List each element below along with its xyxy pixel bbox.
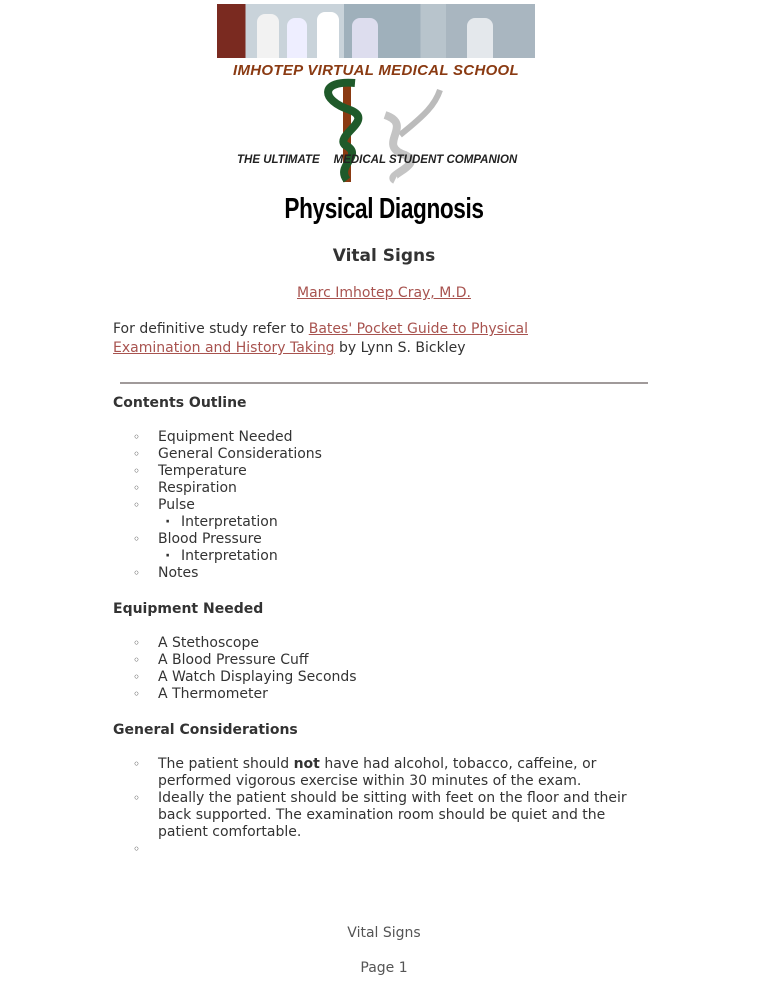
- divider: [120, 382, 648, 384]
- school-logo-text: IMHOTEP VIRTUAL MEDICAL SCHOOL: [233, 62, 519, 79]
- subtitle: Vital Signs: [332, 246, 436, 266]
- list-item: ◦ The patient should not have had alcohol, tobacco, caffeine, or performed vigorous exercise within 30 minutes of the exam.: [113, 756, 658, 790]
- equipment-list: [113, 635, 673, 703]
- list-subitem: · Interpretation: [113, 548, 673, 565]
- author-link[interactable]: Marc Imhotep Cray, M.D.: [297, 285, 471, 301]
- list-item: ◦ General Considerations: [113, 446, 673, 463]
- footer-title: Vital Signs: [347, 925, 421, 941]
- reference-paragraph: For definitive study refer to Bates' Pocket Guide to Physical Examination and History Taking by Lynn S. Bickley: [113, 321, 528, 356]
- page-number: Page 1: [360, 960, 408, 976]
- contents-section: [113, 394, 673, 858]
- contents-list: [113, 429, 673, 582]
- general-list: [113, 756, 658, 858]
- general-heading: General Considerations: [113, 722, 298, 738]
- list-item: ◦ A Blood Pressure Cuff: [113, 652, 673, 669]
- tagline: THE ULTIMATE MEDICAL STUDENT COMPANION: [237, 154, 518, 166]
- list-item: ◦ Equipment Needed: [113, 429, 673, 446]
- list-item: ◦ Ideally the patient should be sitting with feet on the floor and their back supported. The examination room should be quiet and the patient comfortable.: [113, 790, 658, 841]
- list-subitem: · Interpretation: [113, 514, 673, 531]
- list-item: ◦ Notes: [113, 565, 673, 582]
- bates-guide-link[interactable]: Bates' Pocket Guide to Physical Examination and History Taking: [113, 321, 528, 356]
- caduceus-logo-icon: [315, 75, 445, 185]
- list-item: ◦ A Watch Displaying Seconds: [113, 669, 673, 686]
- list-item: ◦ A Thermometer: [113, 686, 673, 703]
- header-banner-image: [217, 4, 535, 58]
- list-item: ◦ A Stethoscope: [113, 635, 673, 652]
- list-item: ◦ Pulse: [113, 497, 673, 514]
- list-item: ◦ Temperature: [113, 463, 673, 480]
- list-item: ◦ Blood Pressure: [113, 531, 673, 548]
- document-title: Physical Diagnosis: [284, 193, 484, 225]
- contents-heading: Contents Outline: [113, 395, 247, 411]
- equipment-heading: Equipment Needed: [113, 601, 264, 617]
- list-item: [113, 841, 658, 858]
- list-item: ◦ Respiration: [113, 480, 673, 497]
